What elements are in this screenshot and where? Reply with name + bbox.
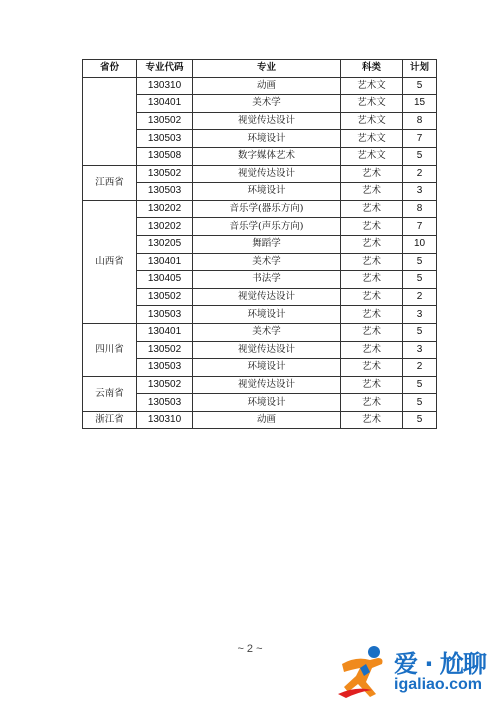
table-row	[83, 411, 437, 429]
table-body	[83, 77, 437, 429]
plan-cell: 5	[403, 411, 437, 429]
plan-cell: 7	[403, 218, 437, 236]
major-code-cell: 130202	[137, 218, 193, 236]
major-cell: 美术学	[193, 253, 341, 271]
major-cell: 环境设计	[193, 306, 341, 324]
province-cell: 江西省	[83, 165, 137, 200]
watermark-logo	[336, 640, 496, 702]
category-cell: 艺术	[341, 165, 403, 183]
category-cell: 艺术文	[341, 95, 403, 113]
major-code-cell: 130503	[137, 394, 193, 412]
major-cell: 美术学	[193, 323, 341, 341]
major-code-cell: 130503	[137, 130, 193, 148]
category-cell: 艺术文	[341, 112, 403, 130]
major-cell: 视觉传达设计	[193, 112, 341, 130]
admission-plan-table	[82, 59, 437, 429]
category-cell: 艺术	[341, 235, 403, 253]
table-row	[83, 95, 437, 113]
major-code-cell: 130503	[137, 183, 193, 201]
major-code-cell: 130401	[137, 323, 193, 341]
province-cell: 浙江省	[83, 411, 137, 429]
table-row	[83, 130, 437, 148]
table-row	[83, 341, 437, 359]
table-row	[83, 77, 437, 95]
table-row	[83, 200, 437, 218]
category-cell: 艺术	[341, 271, 403, 289]
major-cell: 美术学	[193, 95, 341, 113]
plan-cell: 8	[403, 200, 437, 218]
major-code-cell: 130310	[137, 411, 193, 429]
table-row	[83, 218, 437, 236]
major-code-cell: 130401	[137, 253, 193, 271]
category-cell: 艺术文	[341, 77, 403, 95]
header-major-code: 专业代码	[137, 60, 193, 78]
plan-cell: 7	[403, 130, 437, 148]
plan-cell: 5	[403, 323, 437, 341]
major-code-cell: 130401	[137, 95, 193, 113]
category-cell: 艺术	[341, 323, 403, 341]
plan-cell: 5	[403, 253, 437, 271]
table-row	[83, 183, 437, 201]
major-code-cell: 130508	[137, 147, 193, 165]
header-plan: 计划	[403, 60, 437, 78]
province-cell: 山西省	[83, 200, 137, 323]
category-cell: 艺术	[341, 359, 403, 377]
table-row	[83, 306, 437, 324]
plan-cell: 5	[403, 271, 437, 289]
major-code-cell: 130502	[137, 112, 193, 130]
category-cell: 艺术	[341, 218, 403, 236]
major-cell: 书法学	[193, 271, 341, 289]
plan-cell: 5	[403, 147, 437, 165]
table-row	[83, 376, 437, 394]
table-row	[83, 359, 437, 377]
category-cell: 艺术	[341, 306, 403, 324]
major-cell: 动画	[193, 77, 341, 95]
major-code-cell: 130502	[137, 341, 193, 359]
major-code-cell: 130205	[137, 235, 193, 253]
major-cell: 视觉传达设计	[193, 341, 341, 359]
header-province: 省份	[83, 60, 137, 78]
province-cell: 四川省	[83, 323, 137, 376]
major-cell: 动画	[193, 411, 341, 429]
major-code-cell: 130503	[137, 359, 193, 377]
category-cell: 艺术	[341, 376, 403, 394]
major-cell: 视觉传达设计	[193, 165, 341, 183]
table-row	[83, 165, 437, 183]
category-cell: 艺术	[341, 394, 403, 412]
category-cell: 艺术	[341, 411, 403, 429]
plan-cell: 3	[403, 341, 437, 359]
major-cell: 环境设计	[193, 394, 341, 412]
plan-cell: 10	[403, 235, 437, 253]
table-row	[83, 323, 437, 341]
category-cell: 艺术文	[341, 130, 403, 148]
table-row	[83, 253, 437, 271]
province-cell: 云南省	[83, 376, 137, 411]
major-cell: 数字媒体艺术	[193, 147, 341, 165]
major-cell: 视觉传达设计	[193, 376, 341, 394]
header-major: 专业	[193, 60, 341, 78]
plan-cell: 15	[403, 95, 437, 113]
major-code-cell: 130405	[137, 271, 193, 289]
running-figure-logo-icon	[336, 642, 392, 700]
major-cell: 舞蹈学	[193, 235, 341, 253]
major-cell: 音乐学(声乐方向)	[193, 218, 341, 236]
category-cell: 艺术	[341, 200, 403, 218]
watermark-domain: igaliao.com	[394, 676, 483, 693]
plan-cell: 2	[403, 288, 437, 306]
category-cell: 艺术文	[341, 147, 403, 165]
major-code-cell: 130502	[137, 376, 193, 394]
plan-cell: 5	[403, 77, 437, 95]
major-cell: 视觉传达设计	[193, 288, 341, 306]
plan-cell: 5	[403, 394, 437, 412]
major-code-cell: 130503	[137, 306, 193, 324]
category-cell: 艺术	[341, 253, 403, 271]
province-cell	[83, 77, 137, 165]
major-cell: 环境设计	[193, 130, 341, 148]
page-number: ~ 2 ~	[237, 643, 263, 655]
category-cell: 艺术	[341, 183, 403, 201]
category-cell: 艺术	[341, 288, 403, 306]
header-category: 科类	[341, 60, 403, 78]
plan-cell: 2	[403, 165, 437, 183]
table-row	[83, 235, 437, 253]
table-row	[83, 271, 437, 289]
table-row	[83, 288, 437, 306]
plan-cell: 2	[403, 359, 437, 377]
table-header-row	[83, 60, 437, 78]
plan-cell: 5	[403, 376, 437, 394]
category-cell: 艺术	[341, 341, 403, 359]
plan-cell: 8	[403, 112, 437, 130]
major-code-cell: 130502	[137, 288, 193, 306]
watermark-brand: 爱 · 尬聊	[394, 650, 486, 678]
plan-cell: 3	[403, 306, 437, 324]
major-code-cell: 130202	[137, 200, 193, 218]
table-row	[83, 147, 437, 165]
major-cell: 音乐学(器乐方向)	[193, 200, 341, 218]
table-row	[83, 394, 437, 412]
major-code-cell: 130310	[137, 77, 193, 95]
major-code-cell: 130502	[137, 165, 193, 183]
plan-cell: 3	[403, 183, 437, 201]
major-cell: 环境设计	[193, 359, 341, 377]
major-cell: 环境设计	[193, 183, 341, 201]
table-row	[83, 112, 437, 130]
